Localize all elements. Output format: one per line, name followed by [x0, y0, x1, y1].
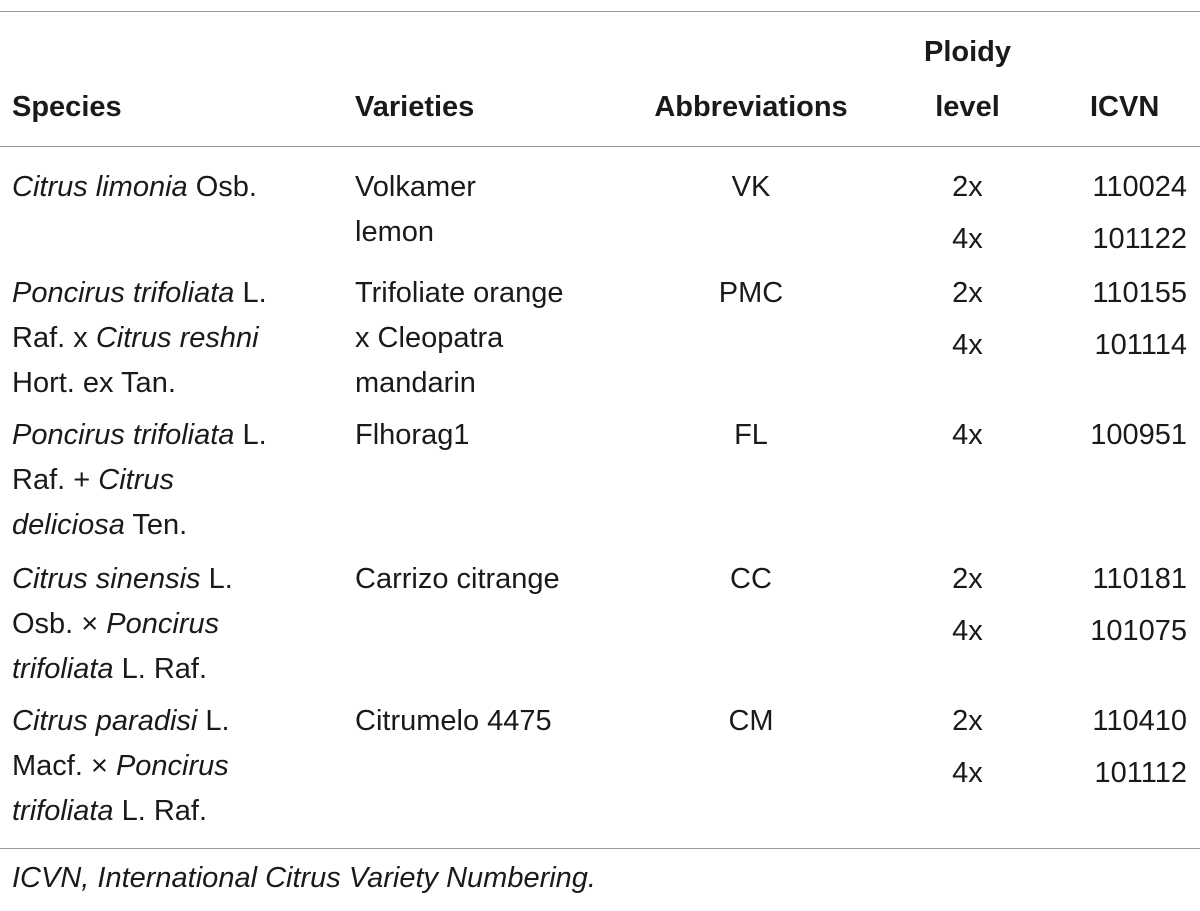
variety-line: lemon — [355, 216, 434, 248]
species-name-italic: trifoliata — [12, 795, 114, 827]
species-name-italic: Citrus paradisi — [12, 705, 198, 737]
species-name-italic: Citrus limonia — [12, 171, 188, 203]
ploidy-cell: 2x — [952, 705, 983, 737]
ploidy-cell: 2x — [952, 563, 983, 595]
header-ploidy-line1: Ploidy — [923, 36, 1011, 68]
species-text: Ten. — [124, 509, 188, 541]
icvn-cell: 110410 — [1092, 705, 1187, 737]
species-text: L. — [200, 563, 233, 595]
species-text: L. — [197, 705, 230, 737]
species-name-italic: Poncirus trifoliata — [12, 277, 235, 309]
top-rule — [0, 11, 1200, 12]
species-text: L. Raf. — [113, 795, 208, 827]
species-text: Osb. — [187, 171, 257, 203]
icvn-cell: 101122 — [1092, 223, 1187, 255]
icvn-cell: 110181 — [1092, 563, 1187, 595]
ploidy-cell: 4x — [952, 757, 983, 789]
abbreviation-cell: CM — [728, 705, 774, 737]
ploidy-cell: 4x — [952, 223, 983, 255]
abbreviation-cell: PMC — [718, 277, 784, 309]
species-name-italic: Citrus sinensis — [12, 563, 201, 595]
variety-line: Flhorag1 — [355, 419, 470, 451]
species-line — [12, 503, 187, 548]
species-line — [12, 647, 207, 692]
species-text: Raf. x — [12, 322, 96, 354]
variety-line: x Cleopatra — [355, 322, 504, 354]
species-text: Osb. × — [12, 608, 107, 640]
ploidy-cell: 2x — [952, 171, 983, 203]
species-name-italic: Citrus — [98, 464, 174, 496]
icvn-cell: 100951 — [1090, 419, 1187, 451]
variety-line: Citrumelo 4475 — [355, 705, 552, 737]
species-text: Hort. ex Tan. — [12, 367, 176, 399]
ploidy-cell: 4x — [952, 419, 983, 451]
variety-line: Carrizo citrange — [355, 563, 560, 595]
species-text: Raf. + — [12, 464, 99, 496]
abbreviation-cell: FL — [734, 419, 768, 451]
abbreviation-cell: CC — [730, 563, 772, 595]
header-species: Species — [12, 91, 122, 123]
species-line — [12, 165, 257, 210]
variety-line: Volkamer — [355, 171, 476, 203]
species-name-italic: Poncirus — [115, 750, 229, 782]
species-name-italic: deliciosa — [12, 509, 125, 541]
species-line — [12, 557, 233, 602]
icvn-cell: 110024 — [1092, 171, 1187, 203]
variety-line: Trifoliate orange — [355, 277, 564, 309]
species-line — [12, 699, 230, 744]
icvn-cell: 101075 — [1090, 615, 1187, 647]
abbreviation-cell: VK — [731, 171, 771, 203]
icvn-cell: 101112 — [1094, 757, 1187, 789]
ploidy-cell: 4x — [952, 615, 983, 647]
icvn-cell: 101114 — [1094, 329, 1187, 361]
species-line — [12, 316, 259, 361]
variety-line: mandarin — [355, 367, 476, 399]
species-line — [12, 744, 229, 789]
species-text: L. Raf. — [113, 653, 208, 685]
table-footnote: ICVN, International Citrus Variety Numbering. — [12, 862, 596, 894]
header-rule — [0, 146, 1200, 147]
species-line — [12, 789, 207, 834]
header-ploidy-line2: level — [935, 91, 1000, 123]
header-abbreviations: Abbreviations — [654, 91, 848, 123]
icvn-cell: 110155 — [1092, 277, 1187, 309]
ploidy-cell: 4x — [952, 329, 983, 361]
species-name-italic: Poncirus trifoliata — [12, 419, 235, 451]
bottom-rule — [0, 848, 1200, 849]
species-text: Macf. × — [12, 750, 116, 782]
species-line — [12, 413, 267, 458]
species-name-italic: trifoliata — [12, 653, 114, 685]
header-icvn: ICVN — [1090, 91, 1160, 123]
species-text: L. — [234, 419, 267, 451]
species-line — [12, 602, 219, 647]
ploidy-cell: 2x — [952, 277, 983, 309]
species-name-italic: Poncirus — [106, 608, 220, 640]
species-text: L. — [234, 277, 267, 309]
species-name-italic: Citrus reshni — [95, 322, 259, 354]
header-varieties: Varieties — [355, 91, 475, 123]
species-line — [12, 361, 176, 406]
species-line — [12, 458, 174, 503]
species-line — [12, 271, 267, 316]
